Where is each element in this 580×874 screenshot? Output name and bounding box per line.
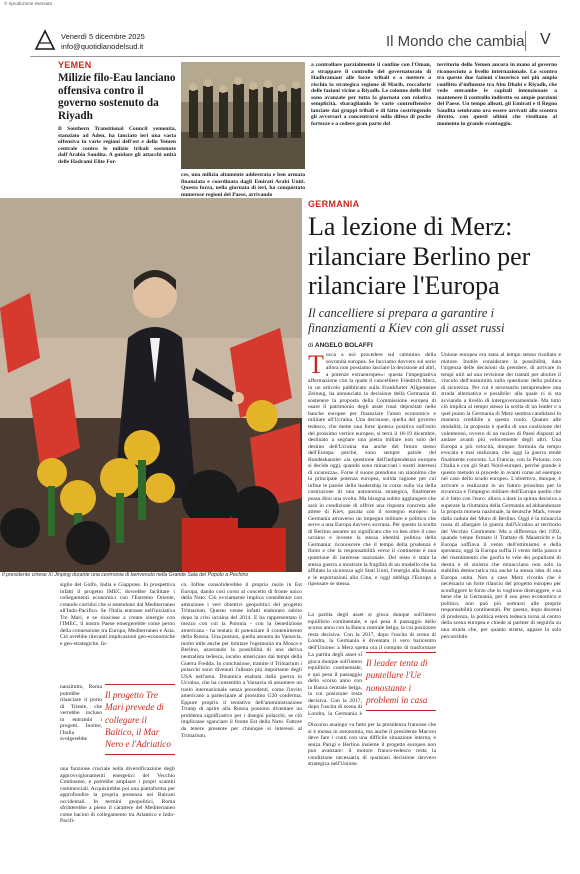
- article-body-middle: co. Infine consoliderebbe il proprio ruolo in Est Europa, dando così corso al concetto di fronte unico della Nato. Ciò ovviamente implica considerare con attenzione i veri obiettivi geopolitici del progetto Trimarium. Questo venne infatti elaborato subito dopo la crisi ucraina del 2014. E ha rappresentato il mezzo con cui la Polonia - con la benedizione americana - ha tentato di potenziare il contenimento della Russia. Una postura, quella assunta da Varsavia, molto utile anche per limitare l'egemonia tra Mosca e Berlino, azzerando la possibilità di una deriva neutralista tedesca, incubo americano dai tempi della Guerra Fredda. In conclusione, tramite il Trimarium i polacchi sono divenuti l'alleato più importante degli USA nell'area. Dinamica esaltata dalla guerra in Ucraina, che ha consentito a Varsavia di assumere un ruolo internazionale senza precedenti, come l'invito americano a partecipare al prossimo G20 conferma. Eppure proprio il tentativo dell'amministrazione Trump di aprire alla Russia possono diventare un problema significativo per i disegni polacchi, se ciò implicasse sganciare il fronte Est della Nato. Fattore da tenere presente per chiunque si interessi al Trimarium.: [181, 582, 302, 739]
- article-body-right-1: occa a noi procedere sul cammino della sovranità europea. Se facciamo davvero sul serio allora non possiamo lasciare la decisione ad altri, a potenze extraeuropee»: questa l'impegnativa affermazione con la quale il cancelliere Friedrich Merz, in un articolo pubblicato sulla Frankfurter Allgemeine Zeitung, ha annunciato la decisione della Germania di sostenere la proposta della Commissione europea di usare il patrimonio degli asset russi depositati nelle banche europee per finanziare l'aiuto economico e militare all'Ucraina. Una decisione, quella del governo tedesco, che mette una forte ipoteca positiva sull'esito del prossimo vertice europeo, si terrà il 18-19 dicembre, destinato a segnare una pietra miliare non solo del destino dell'Ucraina ma anche del futuro stesso dell'Europa perché, sono sempre parole del Bundeskanzler «la questione dell'indipendenza europea si decide oggi, quando sono minacciati i nostri interessi di sicurezza». Forse il suono prendono un sinonimo che la principale potenza europea, solida ragione per cui infine le parole della leadership in corso sulla via della costruzione di una autonomia strategica, finalmente possa dirsi una svolta. Ma bisogna subito aggiungere che sarà in condizione di offrire una risposta concreta alle attese di Kiev, pacata con il sostegno europeo: la Germania attraverso un impegno militare e politico che serve a una Europa davvero sovrana. Per questo la scelta di Berlino assume un significato che va ben oltre il caso ucraino e investe la stessa identità politica della Germania: riconoscere che il tempo della prudenza è finito e che la responsabilità verso il continente è una questione di interesse nazionale. Del resto è stata la stessa guerra a mostrare la fragilità di un modello che ha affidato la sicurezza agli Stati Uniti, l'energia alla Russia e le esportazioni alla Cina, e oggi obbliga l'Europa a ripensare se stessa.: [308, 352, 436, 588]
- byline-prefix: di: [308, 342, 314, 349]
- page-number: V: [540, 31, 551, 48]
- newspaper-logo: [34, 29, 56, 51]
- pull-quote-merz: Il leader tenta di puntellare l'Ue nonostante i problemi in casa: [366, 652, 436, 711]
- article-headline: La lezione di Merz: rilanciare Berlino per rilanciare l'Europa: [308, 212, 531, 300]
- article-body-left-upper: siglio del Golfo, India e Giappone. In prospettiva infatti il progetto IMEC dovrebbe facilitare i collegamenti economici con l'Estremo Oriente, creando corridoi che si estendono dal Mediterraneo all'Indo-Pacifico. Se l'Italia entrasse nell'iniziativa Tre Mari, e se riuscisse a creare sinergie con l'IMEC, il nostro Paese emergerebbe come perno della connessione tra Europa, Mediterraneo e Asia. Ciò avrebbe rilevanti implicazioni geo-economiche e geo-strategiche. In-: [60, 582, 175, 647]
- yemen-photo: [181, 62, 305, 169]
- article-kicker: GERMANIA: [308, 199, 360, 209]
- yemen-kicker: YEMEN: [58, 60, 92, 70]
- header-email[interactable]: info@quotidianodelsud.it: [61, 42, 144, 51]
- pull-quote-tre-mari: Il progetto Tre Mari prevede di collegare il Baltico, il Mar Nero e l'Adriatico: [105, 684, 175, 755]
- article-col-right-top: [308, 352, 436, 612]
- welcome-ceremony-photo-icon: [0, 198, 302, 572]
- article-body-right-3: Discorso analogo va fatto per la presidenza francese che si è mossa in autonomia, ma anche il presidente Macron deve fare i conti con una difficile situazione interna, e senza Parigi e Berlino insieme il progetto europeo non può avanzare: il motore franco-tedesco resta la condizione necessaria di qualsiasi decisione davvero strategica nell'Unione.: [308, 722, 436, 768]
- yemen-col-2: ces, una milizia altamente addestrata e ben armata finanziata e coordinata dagli Emirati Arabi Uniti. Questa forza, nella giornata di ieri, ha conquistato numerose regioni del Paese, arrivando: [181, 172, 305, 198]
- dropcap: T: [308, 352, 324, 379]
- main-photo: [0, 198, 302, 572]
- logo-mark-icon: [34, 29, 56, 51]
- copyright-notice: © riproduzione riservata: [4, 1, 52, 6]
- article-subtitle: Il cancelliere si prepara a garantire i finanziamenti a Kiev con gli asset russi: [308, 306, 505, 336]
- yemen-headline: Milizie filo-Eau lanciano offensiva contro il governo sostenuto da Riyadh: [58, 72, 176, 122]
- photo-caption: Il presidente cinese Xi Jinping durante una cerimonia di benvenuto nella Grande Sala del Popolo a Pechino: [2, 572, 249, 578]
- yemen-col-3: a controllare parzialmente il confine con l'Oman, a strappare il controllo del governatorato di Hadhramaut alle forze tribali e a mettere a rischio la strategica regione di Marib, roccaforte delle fazioni vicine a Riyadh. Le colonne delle Hef sono avanzate per tutta la giornata con relativa semplicità, sbaragliando le varie controffensive lanciate dai gruppi tribali e di fatto costringendo gli avversari a concentrarsi sulla difesa di poche fortezze e a cedere gran parte del: [311, 62, 431, 127]
- yemen-col-4: territorio dello Yemen ancora in mano al governo riconosciuto a livello internazionale. Lo scontro tra queste due fazioni s'inserisce nel più ampio conflitto d'influenze tra Abu Dhabi e Riyadh, che vede entrambe le capitali intenzionate a mantenere il controllo indiretto su ampie porzioni del Paese. Un tempo alleati, gli Emirati e il Regno Saudita sembrano ora essere arrivati allo scontro diretto, con questi ultimi che risultano al momento in grande svantaggio.: [437, 62, 557, 127]
- article-body-left-lower: una funzione cruciale nella diversificazione degli approvvigionamenti energetici del Vecchio Continente, e potrebbe ampliare i propri scambi commerciali. Acquisirebbe poi una piattaforma per approfondire la propria presenza nei Balcani occidentali. In termini geopolitici, Roma sfrutterebbe a pieno il carattere del Mediterraneo come bacino di collegamento tra Atlantico e Indo-Pacifi-: [60, 766, 175, 825]
- byline-author: ANGELO BOLAFFI: [314, 342, 373, 349]
- article-body-far-right: Unione europea era stata al tempo stesso risultato e motore. Inutile considerare la possibilità, data l'urgenza delle decisioni da prendere, di arrivare in tempi utili ad una revisione dei trattati per abolire il vincolo dell'unanimità sulla questione della politica di sicurezza. Per cui è necessario intraprendere una strada alternativa e possibile: alla quale ci si sta avviando a livello di intergovernamentale. Ma tutto ciò implica al tempo stesso la scelta di un leader e a quel punto la Germania di Merz sembra candidarsi in maniera credibile a questo ruolo. Quanto alle modalità, la proposta è quella di una coalizione dei volenterosi, ovvero di un nucleo di Paesi disposti ad andare avanti più velocemente degli altri. Una Europa a più velocità, dunque: formula da tempo evocata e mai realizzata, che oggi la guerra rende finalmente concreta. La Francia, con la Polonia, con l'Italia e con gli Stati Nord-europei, perché grande è questo metodo si procede in avanti come ad esempio nel caso dello scudo europeo. L'obiettivo, dunque, è arrivare a realizzare in un futuro prossimo per la sicurezza e l'impegno militare dell'Europa quello che si è fatto con l'euro: allora a dare la spinta decisiva a superare la riluttanza della Germania ad abbandonare la propria moneta nazionale, la deutsche Mark, venne dalla caduta del Muro di Berlino. Oggi è la minaccia russa di allargare la guerra dall'Ucraina al territorio del Vecchio Continente. Ma a differenza del 1992, quando venne firmato il Trattato di Maastricht e la Europa soffiava il vento dell'ottimismo e della speranza, oggi la Europa soffia il vento della paura e del risentimento che gonfia le vele dei populismi di destra e di sinistra che minacciano non solo la stabilità democratica ma anche la stessa idea di una Europa unita. Non a caso Merz ricorda che è necessario un forte rilancio del progetto europeo per sconfiggere le forze che lo vogliono distruggere, e sa bene che la Germania, per il suo peso economico e politico, non può più sottrarsi alle proprie responsabilità continentali. Per questo, dopo decenni di prudenza, la politica estera tedesca torna al centro della scena europea e chiede ai partner di seguirla su una strada che, per quanto stretta, appare la sola percorribile.: [441, 352, 561, 640]
- article-body-left-wrap: nanzitutto, Roma potrebbe rilanciare il porto di Trieste, che verrebbe incluso in entrambi i progetti. Inoltre, l'Italia svolgerebbe: [60, 684, 102, 743]
- byline: [308, 342, 373, 349]
- yemen-col-1: Il Southern Transitional Council yemenita, stanziato ad Aden, ha lanciato ieri una vasta offensiva in varie regioni dell'est e dello Yemen centrale contro le milizie tribali sostenute dall'Arabia Saudita. A guidare gli attacchi unità delle Hadrami Elite For-: [58, 126, 176, 165]
- header-divider: [525, 31, 526, 51]
- header-date: Venerdì 5 dicembre 2025: [61, 32, 145, 41]
- article-body-right-wrap: La partita degli asset si gioca dunque sull'intero equilibrio continentale, e qui pesa il passaggio dello scorso anno con la Banca centrale belga, la cui posizione resta decisiva. Con la 2017, dopo l'uscita di scena di Londra, la Germania è: [308, 652, 362, 717]
- armed-men-photo-icon: [181, 62, 305, 169]
- header-rule: [30, 56, 560, 57]
- section-title: Il Mondo che cambia: [386, 33, 525, 50]
- article-body-right-2: La partita degli asset si gioca dunque sull'intero equilibrio continentale, e qui pesa il passaggio dello scorso anno con la Banca centrale belga, la cui posizione resta decisiva. Con la 2017, dopo l'uscita di scena di Londra, la Germania è diventata il vero baricentro dell'Unione: a Merz spetta ora il compito di trasformare: [308, 612, 436, 651]
